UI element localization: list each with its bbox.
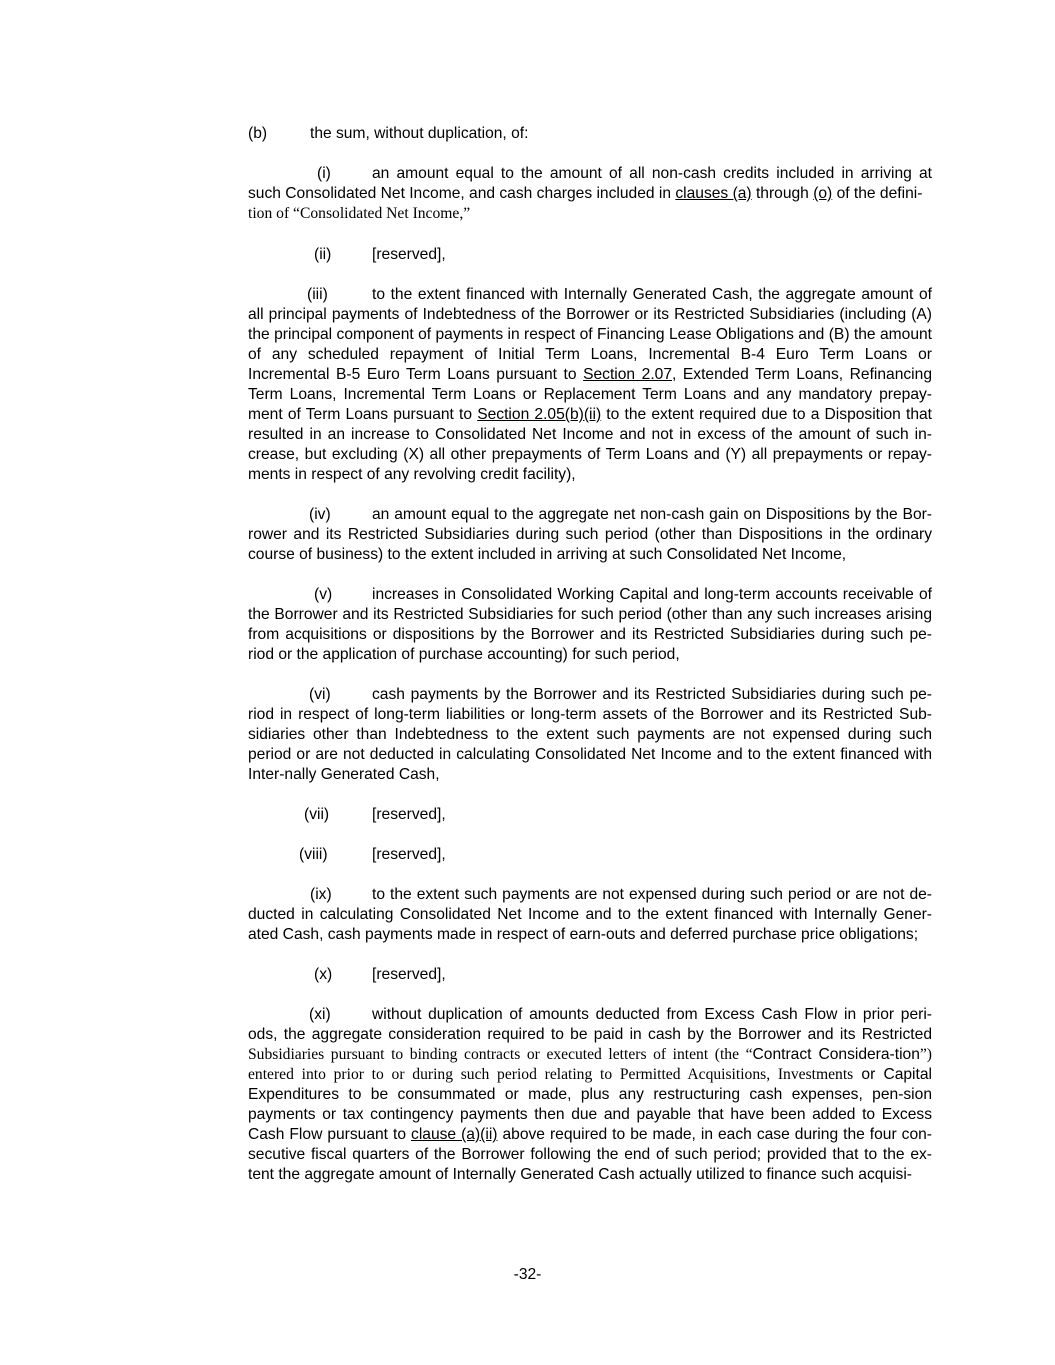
clause-vi-label: (vi)	[309, 686, 331, 703]
clause-vii-text: [reserved],	[372, 806, 446, 823]
clause-b-label: (b)	[248, 125, 268, 142]
clause-x-text: [reserved],	[372, 966, 446, 983]
clause-i-ref-o: (o)	[813, 185, 833, 202]
clause-xi-text-2: Subsidiaries pursuant to binding contracts or executed letters of intent (the “	[248, 1046, 753, 1063]
clause-xi	[248, 1005, 932, 1185]
clause-iii-text-3: to the extent required due to a Disposition that resulted in an increase to Consolidated Net Income and not in excess of the amount of such in-crease, but excluding (X) all other prepayments of Term Loans and (Y) all prepayments or repay-ments in respect of any revolving credit facility),	[248, 406, 932, 483]
clause-ix	[248, 885, 932, 945]
page-number: -32-	[513, 1266, 542, 1283]
clause-i	[248, 164, 932, 224]
clause-ii-label: (ii)	[314, 246, 332, 263]
clause-iv-label: (iv)	[309, 506, 331, 523]
clause-b-text: the sum, without duplication, of:	[310, 125, 529, 142]
clause-i-text-4: tion of “Consolidated Net Income,”	[248, 205, 471, 222]
clause-xi-text-1: without duplication of amounts deducted from Excess Cash Flow in prior peri-ods, the aggregate consideration required to be paid in cash by the Borrower and its Restricted	[248, 1006, 932, 1043]
clause-vi-text: cash payments by the Borrower and its Restricted Subsidiaries during such pe-riod in respect of long-term liabilities or long-term assets of the Borrower and its Restricted Sub-sidiaries other than Indebtedness to the extent such payments are not expensed during such period or are not deducted in calculating Consolidated Net Income and to the extent financed with Inter-nally Generated Cash,	[248, 686, 932, 783]
clause-xi-text-5: or Capital Expenditures to be consummated or made, plus any restructuring cash expenses, pen-sion payments or tax contingency payments then due and payable that have been added to Excess Cash Flow pursuant to	[248, 1066, 932, 1143]
clause-xi-ref-clause-a-ii: clause (a)(ii)	[411, 1126, 498, 1143]
clause-iii	[248, 285, 932, 485]
clause-iii-ref-section-2-05: Section 2.05(b)(ii)	[477, 406, 602, 423]
clause-iv-text: an amount equal to the aggregate net non-cash gain on Dispositions by the Bor-rower and its Restricted Subsidiaries during such period (other than Dispositions in the ordinary course of business) to the extent included in arriving at such Consolidated Net Income,	[248, 506, 932, 563]
clause-vii-label: (vii)	[304, 806, 330, 823]
clause-i-text-2: through	[751, 185, 814, 202]
clause-v-text: increases in Consolidated Working Capital and long-term accounts receivable of the Borrower and its Restricted Subsidiaries for such period (other than any such increases arising from acquisitions or dispositions by the Borrower and its Restricted Subsidiaries during such pe-riod or the application of purchase accounting) for such period,	[248, 586, 932, 663]
clause-ix-text: to the extent such payments are not expensed during such period or are not de-ducted in calculating Consolidated Net Income and to the extent financed with Internally Gener-ated Cash, cash payments made in respect of earn-outs and deferred purchase price obligations;	[248, 886, 932, 943]
clause-x-label: (x)	[314, 966, 333, 983]
clause-i-text-3: of the defini-	[832, 185, 923, 202]
clause-iii-text-2: , Extended Term Loans, Refinancing Term Loans, Incremental Term Loans or Replacement Term Loans and any mandatory prepay-ment of Term Loans pursuant to	[248, 366, 932, 423]
clause-v	[248, 585, 932, 665]
clause-xi-text-4: ”) entered into prior to or during such period relating to Permitted Acquisitions, Investments	[248, 1046, 932, 1083]
clause-xi-label: (xi)	[309, 1006, 331, 1023]
clause-xi-defined-term: Contract Considera-tion	[752, 1046, 920, 1063]
clause-b	[248, 124, 932, 144]
clause-ii-text: [reserved],	[372, 246, 446, 263]
clause-iii-label: (iii)	[307, 286, 328, 303]
clause-xi-text-6: above required to be made, in each case during the four con-secutive fiscal quarters of the Borrower following the end of such period; provided that to the ex-tent the aggregate amount of Internally Generated Cash actually utilized to finance such acquisi-	[248, 1126, 933, 1183]
clause-viii-label: (viii)	[299, 846, 328, 863]
clause-iii-text-1: to the extent financed with Internally Generated Cash, the aggregate amount of all principal payments of Indebtedness of the Borrower or its Restricted Subsidiaries (including (A) the principal component of payments in respect of Financing Lease Obligations and (B) the amount of any scheduled repayment of Initial Term Loans, Incremental B-4 Euro Term Loans or Incremental B-5 Euro Term Loans pursuant to	[248, 286, 932, 383]
clause-vi	[248, 685, 932, 785]
clause-v-label: (v)	[314, 586, 333, 603]
clause-i-label: (i)	[317, 165, 331, 182]
clause-ix-label: (ix)	[310, 886, 332, 903]
clause-iii-ref-section-2-07: Section 2.07	[583, 366, 673, 383]
clause-iv	[248, 505, 932, 565]
clause-viii-text: [reserved],	[372, 846, 446, 863]
clause-i-ref-a: clauses (a)	[675, 185, 752, 202]
clause-i-text-1: an amount equal to the amount of all non-cash credits included in arriving at such Consolidated Net Income, and cash charges included in	[248, 165, 932, 202]
